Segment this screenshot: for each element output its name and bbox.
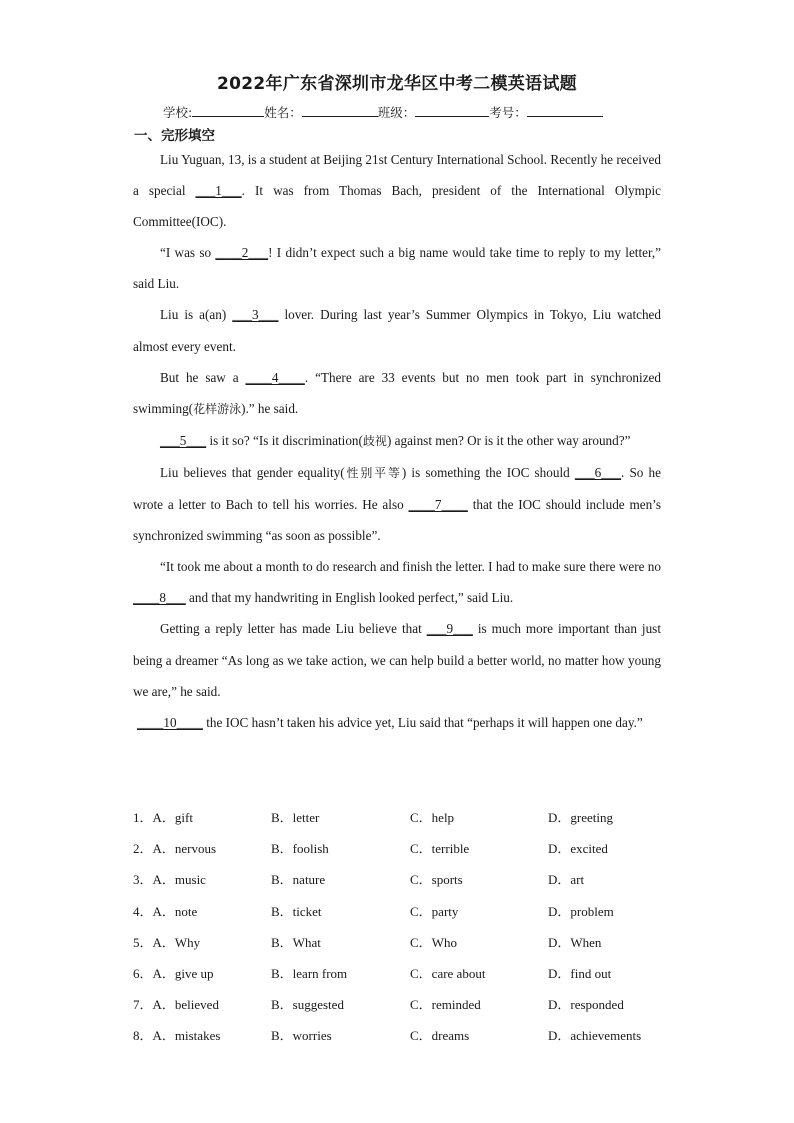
paragraph-9: ____10____ the IOC hasn’t taken his advice yet, Liu said that “perhaps it will happen one day.”	[137, 714, 643, 730]
section-heading: 一、完形填空	[134, 128, 215, 144]
option-4-b[interactable]: B．ticket	[271, 903, 322, 919]
paragraph-5: ___5___ is it so? “Is it discrimination(歧视) against men? Or is it the other way around?”	[160, 432, 631, 448]
option-8-c[interactable]: C．dreams	[410, 1028, 470, 1044]
exam-no-label: 考号：	[489, 105, 527, 120]
blank-5[interactable]: ___5___	[160, 432, 207, 448]
option-3-b[interactable]: B．nature	[271, 872, 326, 888]
blank-4[interactable]: ____4____	[245, 369, 305, 385]
name-label: 姓名：	[264, 105, 302, 120]
option-7-b[interactable]: B．suggested	[271, 997, 344, 1013]
option-2-b[interactable]: B．foolish	[271, 841, 329, 857]
blank-9[interactable]: ___9___	[426, 621, 473, 637]
option-4-a[interactable]: 4．A．note	[133, 903, 198, 919]
option-7-a[interactable]: 7．A．believed	[133, 997, 219, 1013]
paragraph-2: “I was so ____2___! I didn’t expect such a big name would take time to reply to my letter,” said Liu.	[133, 245, 661, 292]
student-info-line	[163, 103, 603, 121]
option-5-a[interactable]: 5．A．Why	[133, 934, 201, 950]
blank-8[interactable]: ____8___	[133, 590, 186, 606]
option-3-d[interactable]: D．art	[548, 872, 585, 888]
option-3-c[interactable]: C．sports	[410, 872, 463, 888]
option-4-c[interactable]: C．party	[410, 903, 459, 919]
option-2-c[interactable]: C．terrible	[410, 841, 470, 857]
option-2-a[interactable]: 2．A．nervous	[133, 841, 217, 857]
option-5-d[interactable]: D．When	[548, 934, 602, 950]
blank-3[interactable]: ___3___	[232, 307, 279, 323]
option-6-c[interactable]: C．care about	[410, 965, 486, 981]
option-3-a[interactable]: 3．A．music	[133, 872, 206, 888]
option-4-d[interactable]: D．problem	[548, 903, 614, 919]
option-row-6	[133, 956, 693, 987]
paragraph-7: “It took me about a month to do research and finish the letter. I had to make sure there were no ____8___ and that my handwriting in English looked perfect,” said Liu.	[133, 559, 661, 606]
paragraph-8: Getting a reply letter has made Liu believe that ___9___ is much more important than just being a dreamer “As long as we take action, we can help build a better world, no matter how young we are,” he said.	[133, 621, 661, 699]
option-row-7	[133, 987, 693, 1018]
paragraph-6: Liu believes that gender equality(性别平等) is something the IOC should ___6___. So he wrote a letter to Bach to tell his worries. He also ____7____ that the IOC should include men’s synchronized swimming “as soon as possible”.	[133, 464, 661, 544]
blank-1[interactable]: ___1___	[195, 183, 242, 199]
blank-7[interactable]: ____7____	[408, 497, 468, 513]
class-blank[interactable]	[415, 104, 489, 117]
blank-10[interactable]: ____10____	[137, 714, 203, 730]
page-title: 2022年广东省深圳市龙华区中考二模英语试题	[217, 74, 577, 94]
paragraph-1: Liu Yuguan, 13, is a student at Beijing 21st Century International School. Recently he received a special ___1___. It was from Thomas Bach, president of the International Olympic Committee(IOC).	[133, 152, 661, 230]
option-7-c[interactable]: C．reminded	[410, 997, 481, 1013]
option-5-c[interactable]: C．Who	[410, 934, 457, 950]
school-label: 学校:	[163, 105, 193, 120]
option-2-d[interactable]: D．excited	[548, 841, 608, 857]
school-blank[interactable]	[192, 104, 264, 117]
option-row-1	[133, 800, 693, 831]
option-6-b[interactable]: B．learn from	[271, 965, 348, 981]
option-8-b[interactable]: B．worries	[271, 1028, 332, 1044]
option-row-5	[133, 925, 693, 956]
option-1-c[interactable]: C．help	[410, 810, 455, 825]
class-label: 班级：	[377, 105, 416, 120]
option-row-3	[133, 862, 693, 893]
exam-no-blank[interactable]	[527, 104, 603, 117]
blank-6[interactable]: ___6___	[574, 464, 622, 480]
option-1-a[interactable]: 1．A．gift	[133, 810, 193, 825]
option-row-4	[133, 894, 693, 925]
option-row-8	[133, 1018, 693, 1049]
option-8-d[interactable]: D．achievements	[548, 1028, 642, 1044]
option-row-2	[133, 831, 693, 862]
cloze-passage	[133, 144, 661, 738]
blank-2[interactable]: ____2___	[215, 245, 269, 261]
option-6-d[interactable]: D．find out	[548, 965, 612, 981]
option-1-d[interactable]: D．greeting	[548, 810, 613, 825]
option-1-b[interactable]: B．letter	[271, 810, 320, 825]
paragraph-4: But he saw a ____4____. “There are 33 events but no men took part in synchronized swimming(花样游泳).” he said.	[133, 369, 661, 416]
answer-options	[133, 800, 693, 1050]
name-blank[interactable]	[302, 104, 378, 117]
option-6-a[interactable]: 6．A．give up	[133, 965, 214, 981]
option-8-a[interactable]: 8．A．mistakes	[133, 1028, 221, 1044]
paragraph-3: Liu is a(an) ___3___ lover. During last year’s Summer Olympics in Tokyo, Liu watched almost every event.	[133, 307, 661, 354]
option-7-d[interactable]: D．responded	[548, 997, 624, 1013]
option-5-b[interactable]: B．What	[271, 934, 321, 950]
